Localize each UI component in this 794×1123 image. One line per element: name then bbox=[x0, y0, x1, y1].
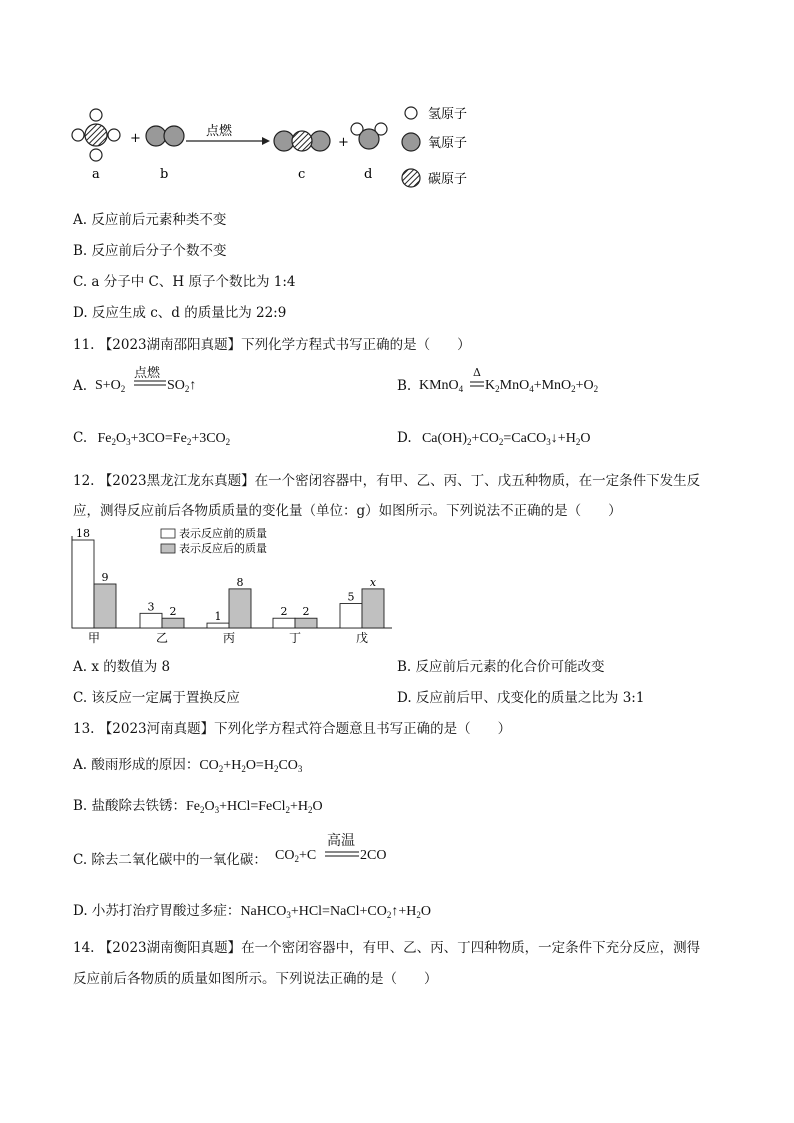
label-a: a bbox=[92, 167, 100, 182]
data-label-丁-after: 2 bbox=[302, 605, 310, 619]
bar-丙-before bbox=[207, 623, 229, 628]
data-label-甲-before: 18 bbox=[76, 527, 90, 540]
q12-stem-line1: 12. 【2023黑龙江龙东真题】在一个密闭容器中，有甲、乙、丙、丁、戊五种物质，在一定条件下发生反 bbox=[73, 473, 701, 489]
bar-乙-before bbox=[140, 613, 162, 628]
reaction-diagram bbox=[66, 98, 486, 188]
q13-option-c: C. 除去二氧化碳中的一氧化碳： $CO_2+C$ 高温 2CO bbox=[73, 830, 433, 870]
label-c: c bbox=[298, 167, 306, 182]
q11-a-formula-left: $S+O_2$ bbox=[95, 378, 126, 394]
q11-a-formula-right: $SO_2↑$ bbox=[167, 378, 197, 394]
q11-a-equal-sign bbox=[134, 378, 166, 388]
plus-2: + bbox=[338, 135, 349, 150]
label-d: d bbox=[364, 167, 373, 182]
bar-戊-before bbox=[340, 604, 362, 628]
q11-stem: 11. 【2023湖南邵阳真题】下列化学方程式书写正确的是（ ） bbox=[73, 337, 471, 353]
q11-a-condition: 点燃 bbox=[134, 366, 161, 381]
q10-option-c: C. a 分子中 C、H 原子个数比为 1:4 bbox=[73, 274, 296, 290]
q12-option-c: C. 该反应一定属于置换反应 bbox=[73, 690, 240, 706]
plus-1: + bbox=[130, 131, 141, 146]
tick-label-丙: 丙 bbox=[222, 631, 236, 645]
label-b: b bbox=[160, 167, 169, 182]
legend-carbon: 碳原子 bbox=[428, 172, 468, 187]
molecule-d bbox=[351, 123, 387, 149]
tick-label-丁: 丁 bbox=[288, 631, 302, 645]
q13-option-a: A. 酸雨形成的原因：$CO_2+H_2O=H_2CO_3$ bbox=[73, 757, 303, 774]
molecule-c bbox=[274, 131, 330, 151]
data-label-戊-before: 5 bbox=[347, 590, 355, 604]
q13-c-condition: 高温 bbox=[327, 833, 355, 849]
data-label-丙-before: 1 bbox=[214, 610, 222, 624]
molecule-b bbox=[146, 126, 184, 146]
data-label-戊-after: x bbox=[369, 575, 377, 589]
q12-stem-line2: 应，测得反应前后各物质质量的变化量（单位：g）如图所示。下列说法不正确的是（ ） bbox=[73, 503, 622, 519]
bar-甲-before bbox=[72, 540, 94, 628]
data-label-乙-before: 3 bbox=[147, 600, 155, 614]
molecule-a bbox=[72, 109, 120, 161]
q14-stem-line2: 反应前后各物质的质量如图所示。下列说法正确的是（ ） bbox=[73, 971, 438, 987]
tick-label-戊: 戊 bbox=[355, 631, 369, 645]
q11-option-d: D. $Ca(OH)_2+CO_2=CaCO_3↓+H_2O$ bbox=[397, 430, 591, 447]
q11-option-c: C. $Fe_2O_3+3CO=Fe_2+3CO_2$ bbox=[73, 430, 231, 447]
legend-after: 表示反应后的质量 bbox=[179, 542, 267, 555]
q13-option-b: B. 盐酸除去铁锈：$Fe_2O_3+HCl=FeCl_2+H_2O$ bbox=[73, 798, 323, 815]
bar-乙-after bbox=[162, 618, 184, 628]
q12-option-d: D. 反应前后甲、戊变化的质量之比为 3:1 bbox=[397, 690, 645, 706]
diagram-legend bbox=[402, 107, 467, 187]
data-label-乙-after: 2 bbox=[169, 605, 177, 619]
arrow-label: 点燃 bbox=[206, 124, 233, 139]
q14-stem-line1: 14. 【2023湖南衡阳真题】在一个密闭容器中，有甲、乙、丙、丁四种物质，一定条件下充分反应，测得 bbox=[73, 940, 701, 956]
data-label-丁-before: 2 bbox=[280, 605, 288, 619]
chart-legend bbox=[161, 526, 267, 555]
q13-option-d: D. 小苏打治疗胃酸过多症：$NaHCO_3+HCl=NaCl+CO_2↑+H_2O$ bbox=[73, 903, 431, 920]
q10-option-a: A. 反应前后元素种类不变 bbox=[73, 212, 227, 228]
legend-hydrogen: 氢原子 bbox=[428, 107, 468, 122]
bar-丁-after bbox=[295, 618, 317, 628]
legend-before: 表示反应前的质量 bbox=[179, 527, 267, 540]
data-label-丙-after: 8 bbox=[236, 575, 244, 589]
bar-甲-after bbox=[94, 584, 116, 628]
bar-丁-before bbox=[273, 618, 295, 628]
bar-戊-after bbox=[362, 589, 384, 628]
q12-option-b: B. 反应前后元素的化合价可能改变 bbox=[397, 659, 605, 675]
q11-b-condition: Δ bbox=[473, 366, 481, 379]
data-label-甲-after: 9 bbox=[101, 571, 109, 584]
q11-b-equal-sign bbox=[470, 379, 484, 389]
legend-oxygen: 氧原子 bbox=[428, 136, 468, 151]
q12-bar-chart bbox=[66, 524, 396, 649]
q10-option-b: B. 反应前后分子个数不变 bbox=[73, 243, 227, 259]
q13-c-equal-sign bbox=[325, 849, 359, 859]
q12-option-a: A. x 的数值为 8 bbox=[73, 659, 171, 675]
tick-label-乙: 乙 bbox=[155, 631, 169, 645]
bar-丙-after bbox=[229, 589, 251, 628]
tick-label-甲: 甲 bbox=[87, 631, 101, 645]
q13-stem: 13. 【2023河南真题】下列化学方程式符合题意且书写正确的是（ ） bbox=[73, 721, 512, 737]
q10-option-d: D. 反应生成 c、d 的质量比为 22:9 bbox=[73, 305, 287, 321]
